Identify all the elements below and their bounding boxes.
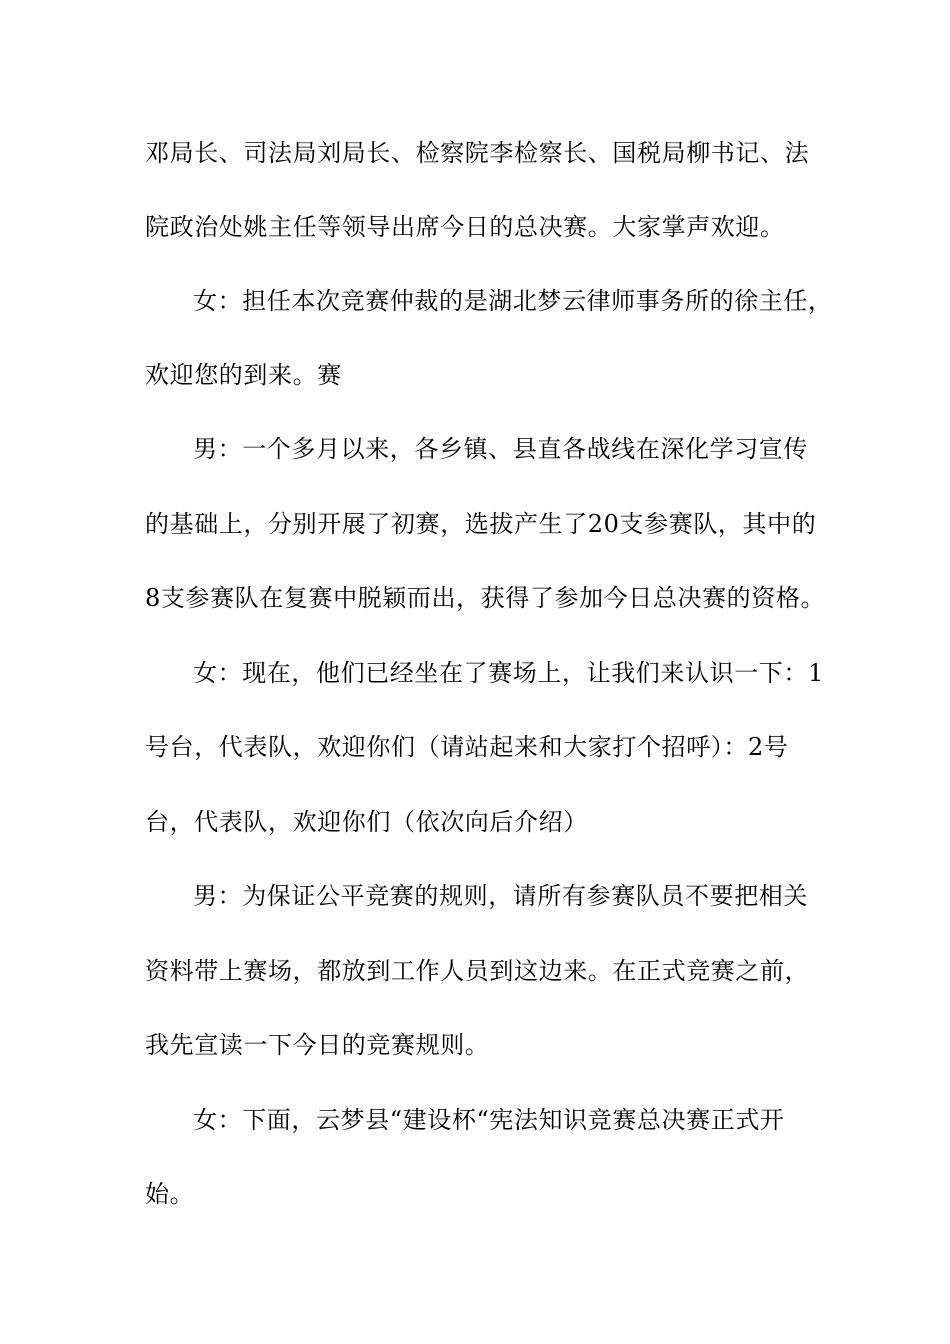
text-line: 女：担任本次竞赛仲裁的是湖北梦云律师事务所的徐主任，: [193, 287, 833, 315]
text-line: 8支参赛队在复赛中脱颖而出，获得了参加今日总决赛的资格。: [145, 584, 826, 612]
text-line: 邓局长、司法局刘局长、检察院李检察长、国税局柳书记、法: [145, 139, 810, 167]
text-line: 女：下面，云梦县“建设杯“宪法知识竞赛总决赛正式开: [193, 1106, 785, 1134]
text-line: 资料带上赛场，都放到工作人员到这边来。在正式竞赛之前，: [145, 957, 810, 985]
text-line: 男：为保证公平竞赛的规则，请所有参赛队员不要把相关: [193, 882, 808, 910]
text-line: 台，代表队，欢迎你们（依次向后介绍）: [145, 808, 588, 836]
text-line: 欢迎您的到来。赛: [145, 361, 342, 389]
text-line: 始。: [145, 1180, 195, 1208]
text-line: 的基础上，分别开展了初赛，选拔产生了20支参赛队，其中的: [145, 510, 817, 538]
text-line: 院政治处姚主任等领导出席今日的总决赛。大家掌声欢迎。: [145, 213, 785, 241]
text-line: 我先宣读一下今日的竞赛规则。: [145, 1031, 490, 1059]
text-line: 男：一个多月以来，各乡镇、县直各战线在深化学习宣传: [193, 435, 808, 463]
text-line: 号台，代表队，欢迎你们（请站起来和大家打个招呼）：2号: [145, 733, 789, 761]
text-line: 女：现在，他们已经坐在了赛场上，让我们来认识一下：1: [193, 659, 824, 687]
